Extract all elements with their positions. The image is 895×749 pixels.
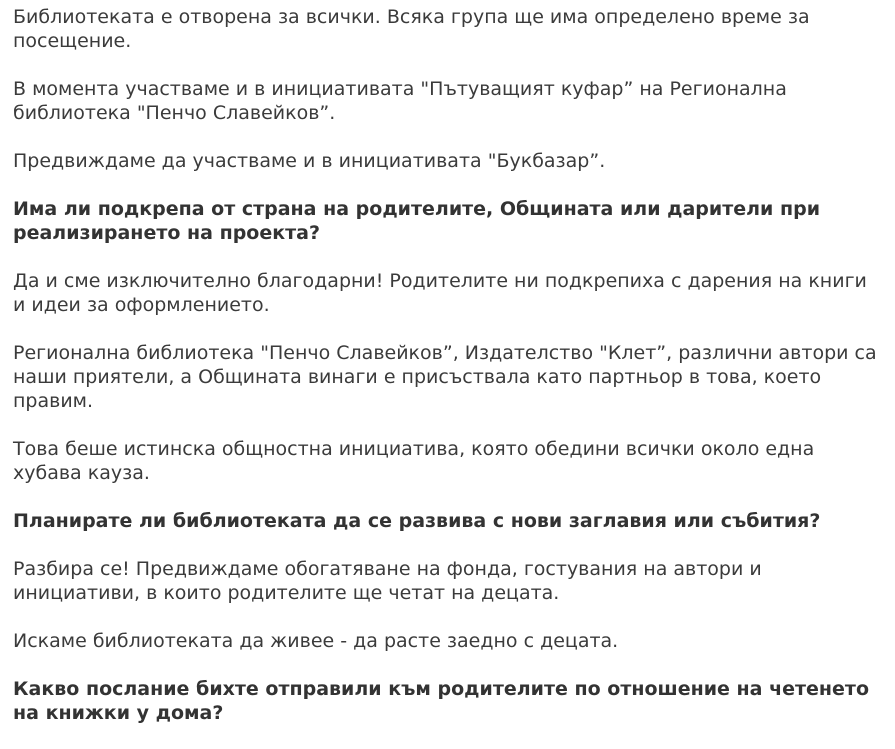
paragraph-library-open: Библиотеката е отворена за всички. Всяка група ще има определено време за посещение. (13, 6, 810, 52)
paragraph-bookbazaar: Предвиждаме да участваме и в инициативата "Букбазар”. (13, 150, 606, 172)
paragraph-grow-with-kids: Искаме библиотеката да живее - да расте заедно с децата. (13, 630, 619, 652)
paragraph-plans-answer: Разбира се! Предвиждаме обогатяване на фонда, гостувания на автори и инициативи, в които родителите ще четат на децата. (13, 558, 762, 604)
article-body (13, 5, 883, 749)
question-future-plans: Планирате ли библиотеката да се развива с нови заглавия или събития? (13, 510, 821, 532)
paragraph-partners: Регионална библиотека "Пенчо Славейков”, Издателство "Клет”, различни автори са наши приятели, а Общината винаги е присъствала като партньор в това, което правим. (13, 342, 877, 412)
paragraph-community: Това беше истинска общностна инициатива, която обедини всички около една хубава кауза. (13, 438, 815, 484)
paragraph-parents-thanks: Да и сме изключително благодарни! Родителите ни подкрепиха с дарения на книги и идеи за оформлението. (13, 270, 867, 316)
paragraph-travelling-suitcase: В момента участваме и в инициативата "Пътуващият куфар” на Регионална библиотека "Пенчо Славейков”. (13, 78, 787, 124)
question-message-to-parents: Какво послание бихте отправили към родителите по отношение на четенето на книжки у дома? (13, 678, 869, 724)
question-support: Има ли подкрепа от страна на родителите, Общината или дарители при реализирането на проекта? (13, 198, 821, 244)
